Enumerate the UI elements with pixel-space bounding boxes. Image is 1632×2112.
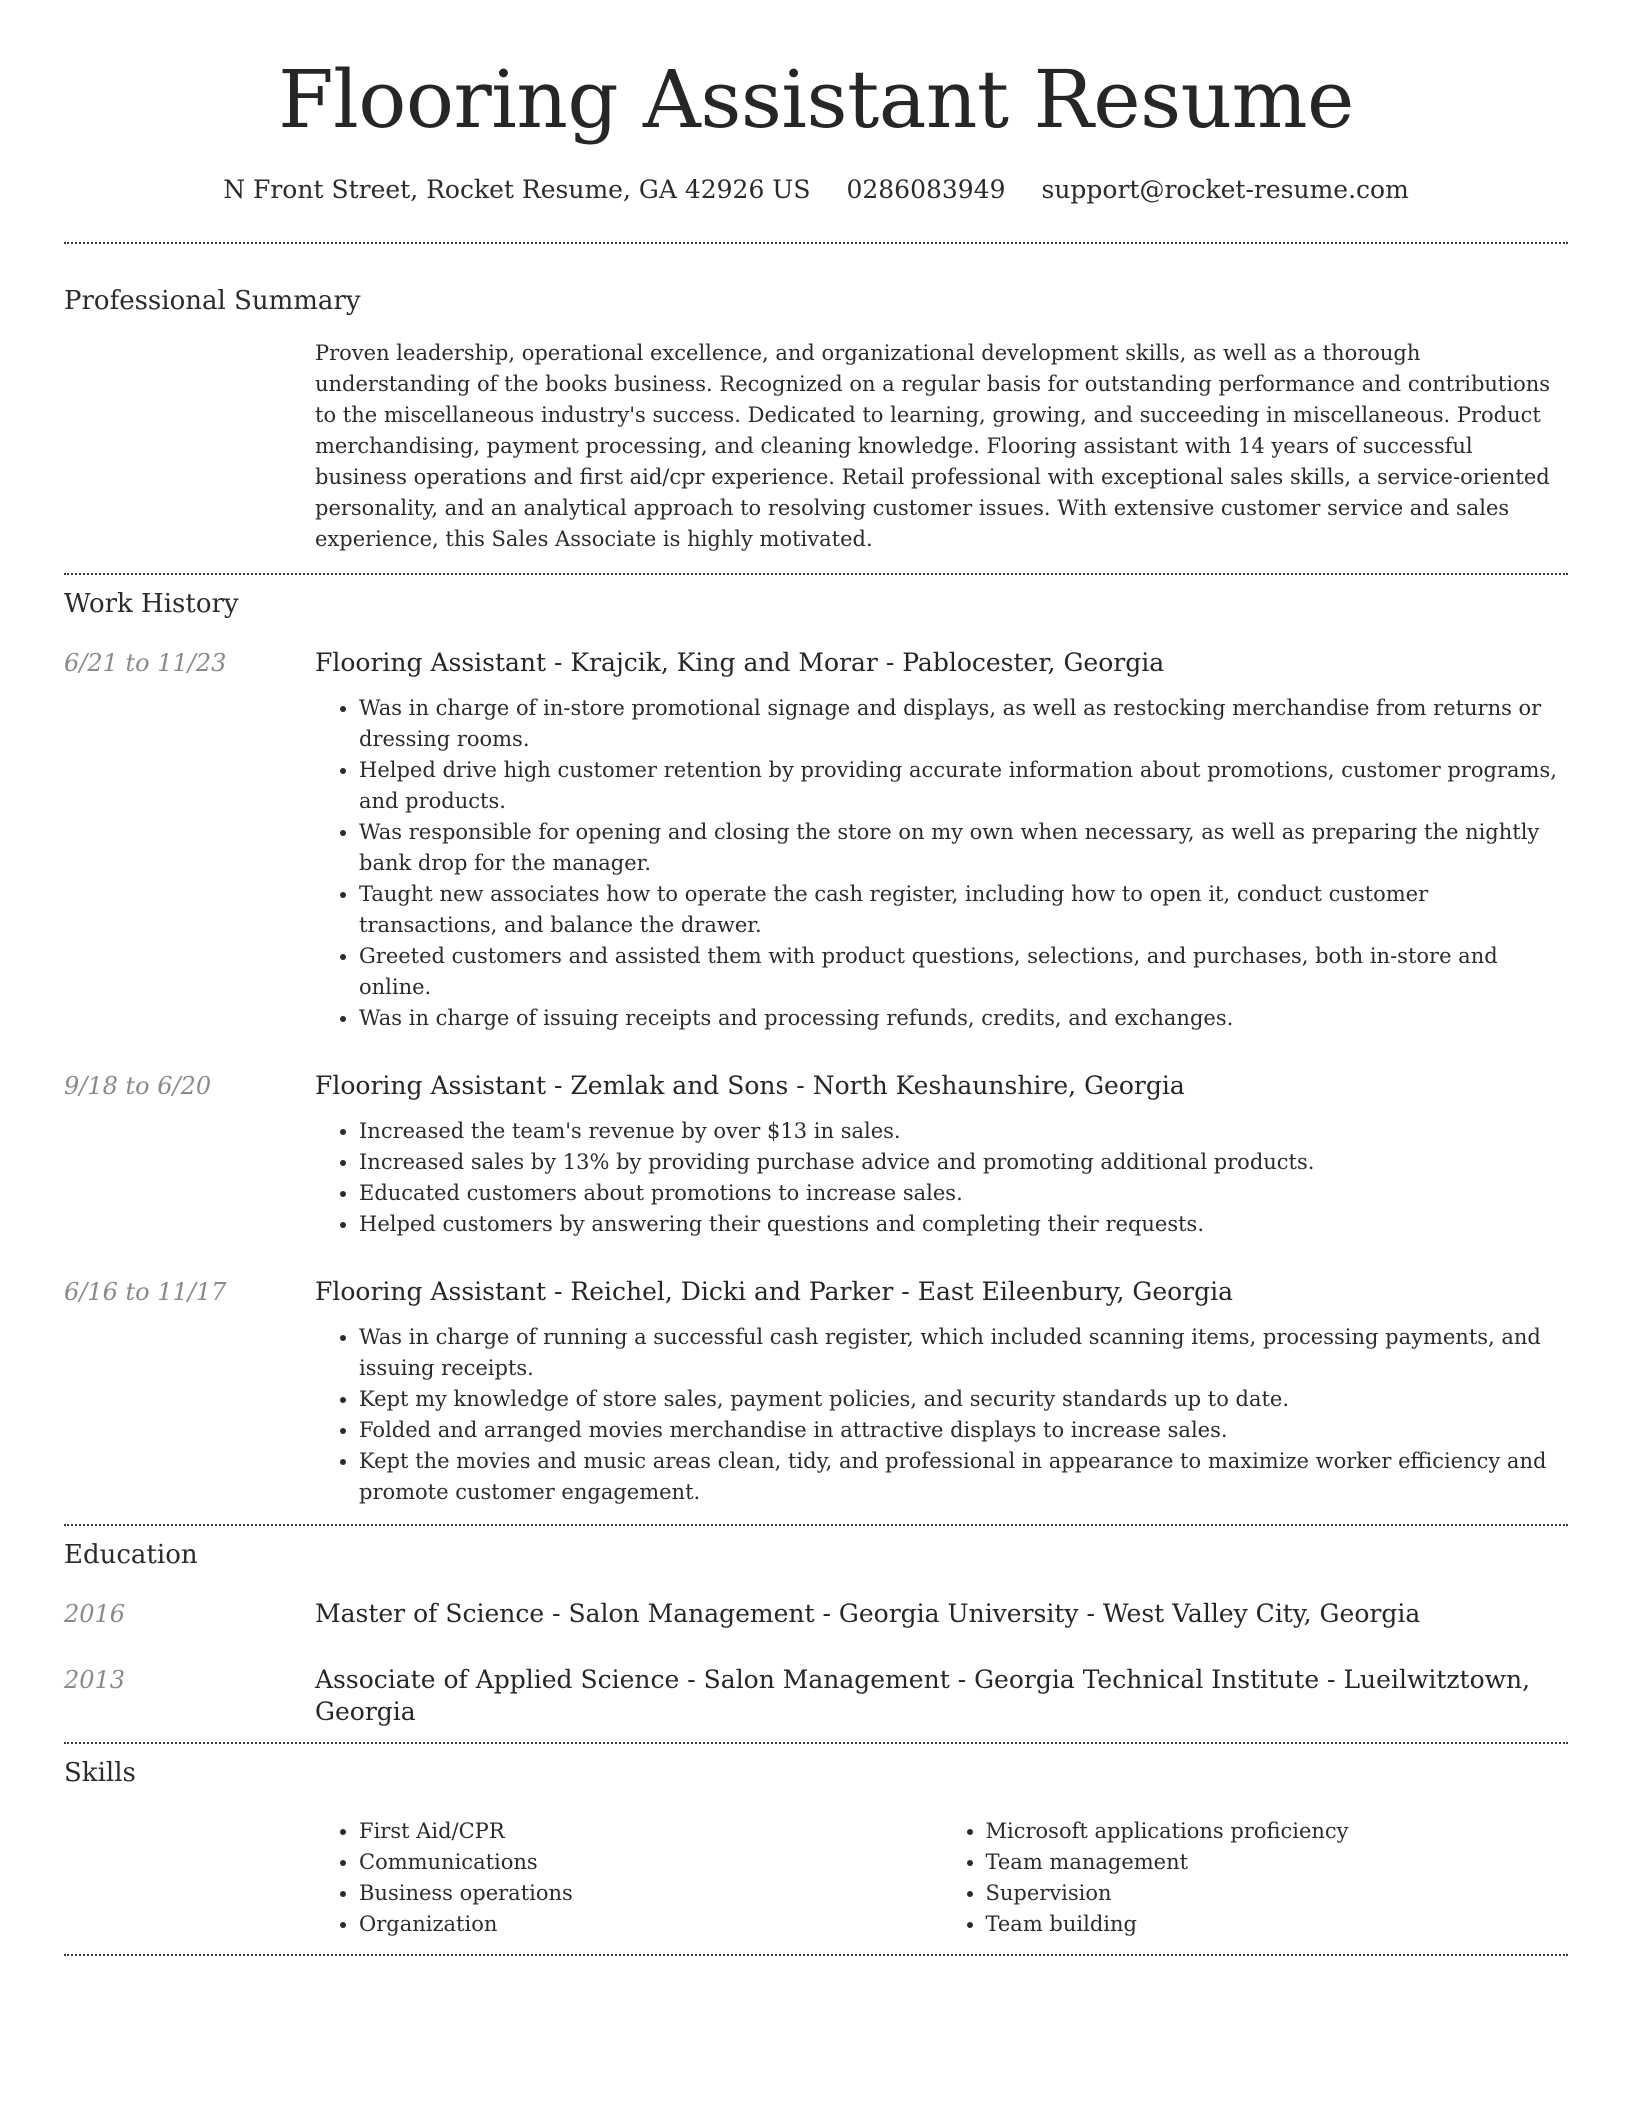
job-entry — [64, 1070, 1568, 1240]
job-dates: 9/18 to 6/20 — [64, 1072, 212, 1100]
list-item: • Educated customers about promotions to increase sales. — [359, 1178, 1568, 1209]
list-item: • Increased the team's revenue by over $13 in sales. — [359, 1116, 1568, 1147]
job-bullets — [315, 1322, 1568, 1508]
job-bullets — [315, 693, 1568, 1034]
divider — [64, 242, 1568, 244]
education-body — [315, 1664, 1568, 1728]
resume-title: Flooring Assistant Resume — [278, 53, 1354, 146]
section-title-summary: Professional Summary — [64, 286, 361, 316]
education-entry — [64, 1598, 1568, 1630]
contact-address: N Front Street, Rocket Resume, GA 42926 US — [223, 175, 811, 204]
list-item: • Folded and arranged movies merchandise in attractive displays to increase sales. — [359, 1415, 1568, 1446]
list-item: • First Aid/CPR — [359, 1816, 942, 1847]
job-dates: 6/21 to 11/23 — [64, 649, 227, 677]
list-item: • Kept the movies and music areas clean, tidy, and professional in appearance to maximize worker efficiency and promote customer engagement. — [359, 1446, 1568, 1508]
job-body — [315, 1070, 1568, 1240]
list-item: • Kept my knowledge of store sales, payment policies, and security standards up to date. — [359, 1384, 1568, 1415]
skills-column-right — [942, 1816, 1569, 1940]
summary-text: Proven leadership, operational excellence, and organizational development skills, as well as a thorough understanding of the books business. Recognized on a regular basis for outstanding performance and contributions to the miscellaneous industry's success. Dedicated to learning, growing, and succeeding in miscellaneous. Product merchandising, payment processing, and cleaning knowledge. Flooring assistant with 14 years of successful business operations and first aid/cpr experience. Retail professional with exceptional sales skills, a service-oriented personality, and an analytical approach to resolving customer issues. With extensive customer service and sales experience, this Sales Associate is highly motivated. — [315, 341, 1551, 551]
section-title-skills: Skills — [64, 1758, 136, 1788]
job-body — [315, 1276, 1568, 1508]
job-bullets — [315, 1116, 1568, 1240]
education-body — [315, 1598, 1568, 1630]
job-entry — [64, 1276, 1568, 1508]
divider — [64, 573, 1568, 575]
education-year: 2013 — [64, 1666, 126, 1694]
list-item: • Helped customers by answering their questions and completing their requests. — [359, 1209, 1568, 1240]
list-item: • Organization — [359, 1909, 942, 1940]
list-item: • Was in charge of in-store promotional signage and displays, as well as restocking merchandise from returns or dressing rooms. — [359, 693, 1568, 755]
section-title-education: Education — [64, 1540, 198, 1570]
job-body — [315, 647, 1568, 1034]
job-heading: Flooring Assistant - Krajcik, King and Morar - Pablocester, Georgia — [315, 648, 1165, 677]
divider — [64, 1524, 1568, 1526]
job-entry — [64, 647, 1568, 1034]
education-year: 2016 — [64, 1600, 126, 1628]
education-heading: Associate of Applied Science - Salon Management - Georgia Technical Institute - Lueilwitztown, Georgia — [315, 1665, 1531, 1726]
list-item: • Team building — [986, 1909, 1569, 1940]
divider — [64, 1742, 1568, 1744]
section-title-work-history: Work History — [64, 589, 239, 619]
list-item: • Team management — [986, 1847, 1569, 1878]
contact-email: support@rocket-resume.com — [1041, 175, 1409, 204]
list-item: • Was responsible for opening and closing the store on my own when necessary, as well as preparing the nightly bank drop for the manager. — [359, 817, 1568, 879]
divider — [64, 1954, 1568, 1956]
list-item: • Microsoft applications proficiency — [986, 1816, 1569, 1847]
list-item: • Helped drive high customer retention by providing accurate information about promotions, customer programs, and products. — [359, 755, 1568, 817]
education-entry — [64, 1664, 1568, 1728]
list-item: • Increased sales by 13% by providing purchase advice and promoting additional products. — [359, 1147, 1568, 1178]
skills-column-left — [315, 1816, 942, 1940]
job-dates: 6/16 to 11/17 — [64, 1278, 227, 1306]
contact-line — [64, 174, 1568, 206]
list-item: • Was in charge of issuing receipts and processing refunds, credits, and exchanges. — [359, 1003, 1568, 1034]
resume-page — [64, 0, 1568, 1956]
contact-phone: 0286083949 — [846, 175, 1006, 204]
list-item: • Greeted customers and assisted them with product questions, selections, and purchases, both in-store and online. — [359, 941, 1568, 1003]
list-item: • Taught new associates how to operate the cash register, including how to open it, conduct customer transactions, and balance the drawer. — [359, 879, 1568, 941]
education-heading: Master of Science - Salon Management - Georgia University - West Valley City, Georgia — [315, 1599, 1421, 1628]
skills-grid — [315, 1816, 1568, 1940]
list-item: • Was in charge of running a successful cash register, which included scanning items, processing payments, and issuing receipts. — [359, 1322, 1568, 1384]
job-heading: Flooring Assistant - Reichel, Dicki and Parker - East Eileenbury, Georgia — [315, 1277, 1234, 1306]
list-item: • Communications — [359, 1847, 942, 1878]
job-heading: Flooring Assistant - Zemlak and Sons - North Keshaunshire, Georgia — [315, 1071, 1185, 1100]
list-item: • Business operations — [359, 1878, 942, 1909]
list-item: • Supervision — [986, 1878, 1569, 1909]
